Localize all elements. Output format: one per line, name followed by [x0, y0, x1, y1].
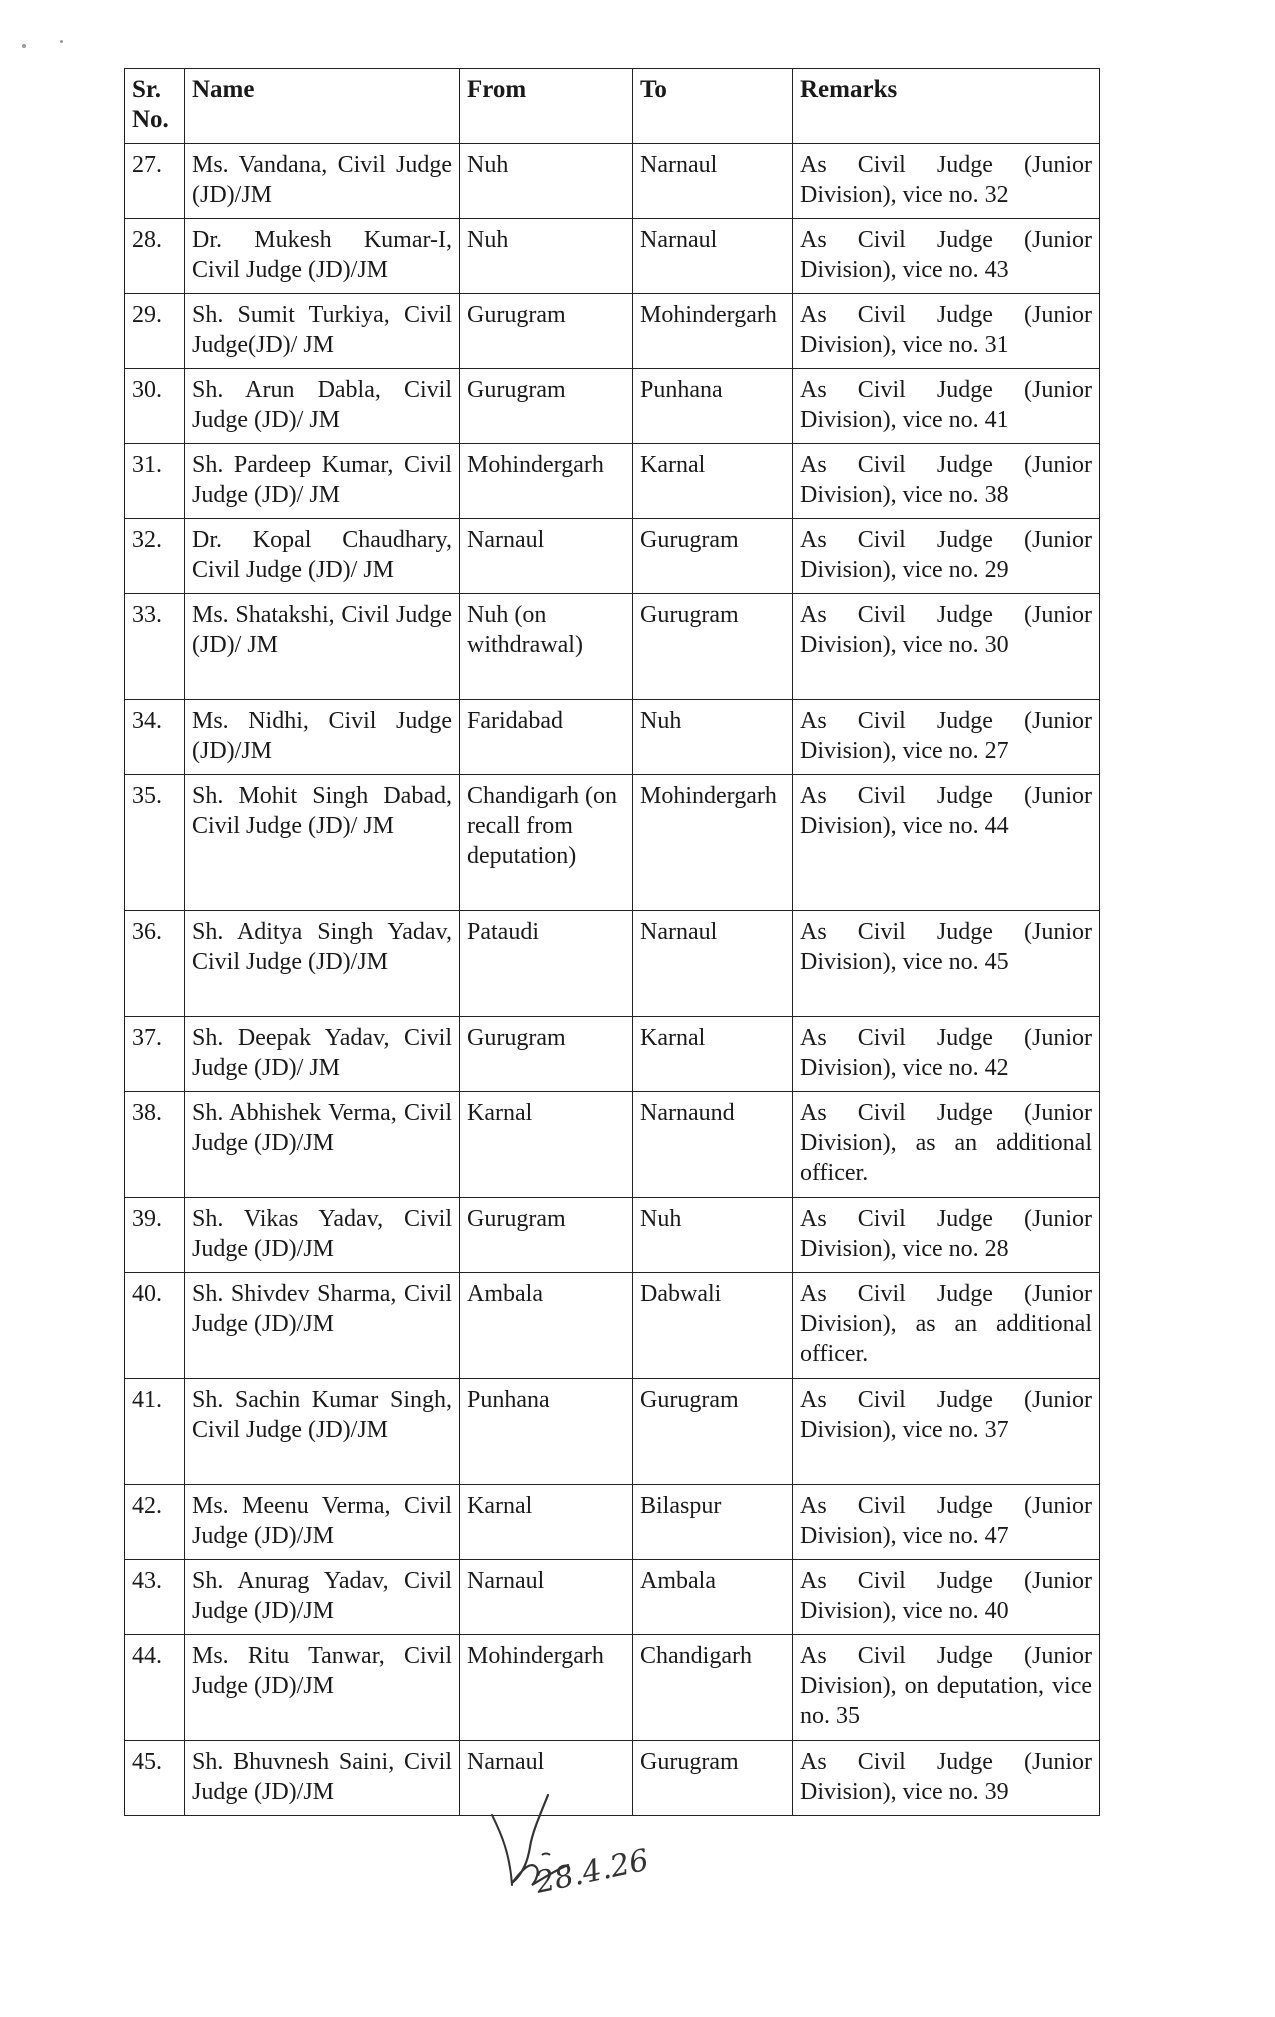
header-from: From: [460, 69, 633, 144]
to-cell: Narnaul: [633, 144, 793, 219]
to-cell: Narnaund: [633, 1092, 793, 1198]
sr-no-cell: 30.: [125, 369, 185, 444]
name-cell: Sh. Anurag Yadav, Civil Judge (JD)/JM: [185, 1560, 460, 1635]
from-cell: Punhana: [460, 1379, 633, 1485]
name-cell: Sh. Arun Dabla, Civil Judge (JD)/ JM: [185, 369, 460, 444]
to-cell: Narnaul: [633, 911, 793, 1017]
remarks-cell: As Civil Judge (Junior Division), vice no. 29: [793, 519, 1100, 594]
remarks-cell: As Civil Judge (Junior Division), vice no. 40: [793, 1560, 1100, 1635]
sr-no-cell: 37.: [125, 1017, 185, 1092]
to-cell: Gurugram: [633, 1741, 793, 1816]
table-row: [125, 775, 1100, 911]
from-cell: Karnal: [460, 1092, 633, 1198]
name-cell: Sh. Mohit Singh Dabad, Civil Judge (JD)/ JM: [185, 775, 460, 911]
scan-speck: [22, 44, 26, 48]
table-row: [125, 1017, 1100, 1092]
to-cell: Nuh: [633, 700, 793, 775]
sr-no-cell: 44.: [125, 1635, 185, 1741]
table-row: [125, 594, 1100, 700]
to-cell: Ambala: [633, 1560, 793, 1635]
from-cell: Gurugram: [460, 1198, 633, 1273]
table-row: [125, 1379, 1100, 1485]
sr-no-cell: 40.: [125, 1273, 185, 1379]
header-to: To: [633, 69, 793, 144]
remarks-cell: As Civil Judge (Junior Division), vice no. 31: [793, 294, 1100, 369]
table-row: [125, 369, 1100, 444]
from-cell: Narnaul: [460, 519, 633, 594]
to-cell: Karnal: [633, 1017, 793, 1092]
name-cell: Dr. Kopal Chaudhary, Civil Judge (JD)/ JM: [185, 519, 460, 594]
from-cell: Nuh (on withdrawal): [460, 594, 633, 700]
name-cell: Sh. Pardeep Kumar, Civil Judge (JD)/ JM: [185, 444, 460, 519]
header-name: Name: [185, 69, 460, 144]
name-cell: Ms. Vandana, Civil Judge (JD)/JM: [185, 144, 460, 219]
from-cell: Mohindergarh: [460, 444, 633, 519]
name-cell: Ms. Shatakshi, Civil Judge (JD)/ JM: [185, 594, 460, 700]
remarks-cell: As Civil Judge (Junior Division), on deputation, vice no. 35: [793, 1635, 1100, 1741]
signature: [480, 1775, 650, 1915]
name-cell: Ms. Nidhi, Civil Judge (JD)/JM: [185, 700, 460, 775]
to-cell: Nuh: [633, 1198, 793, 1273]
signature-scribble: [480, 1775, 650, 1910]
remarks-cell: As Civil Judge (Junior Division), vice no. 41: [793, 369, 1100, 444]
to-cell: Gurugram: [633, 519, 793, 594]
from-cell: Gurugram: [460, 369, 633, 444]
remarks-cell: As Civil Judge (Junior Division), vice no. 43: [793, 219, 1100, 294]
remarks-cell: As Civil Judge (Junior Division), vice no. 32: [793, 144, 1100, 219]
to-cell: Gurugram: [633, 594, 793, 700]
table-row: [125, 519, 1100, 594]
table-row: [125, 911, 1100, 1017]
signature-date: 28.4.26: [532, 1842, 650, 1901]
transfer-table: [124, 68, 1100, 1816]
sr-no-cell: 42.: [125, 1485, 185, 1560]
sr-no-cell: 39.: [125, 1198, 185, 1273]
from-cell: Gurugram: [460, 294, 633, 369]
table-row: [125, 144, 1100, 219]
remarks-cell: As Civil Judge (Junior Division), vice no. 39: [793, 1741, 1100, 1816]
from-cell: Faridabad: [460, 700, 633, 775]
to-cell: Chandigarh: [633, 1635, 793, 1741]
sr-no-cell: 31.: [125, 444, 185, 519]
remarks-cell: As Civil Judge (Junior Division), as an additional officer.: [793, 1273, 1100, 1379]
remarks-cell: As Civil Judge (Junior Division), vice no. 45: [793, 911, 1100, 1017]
header-sr-no: Sr. No.: [125, 69, 185, 144]
name-cell: Sh. Bhuvnesh Saini, Civil Judge (JD)/JM: [185, 1741, 460, 1816]
name-cell: Sh. Deepak Yadav, Civil Judge (JD)/ JM: [185, 1017, 460, 1092]
name-cell: Ms. Ritu Tanwar, Civil Judge (JD)/JM: [185, 1635, 460, 1741]
from-cell: Narnaul: [460, 1741, 633, 1816]
sr-no-cell: 29.: [125, 294, 185, 369]
sr-no-cell: 34.: [125, 700, 185, 775]
sr-no-cell: 45.: [125, 1741, 185, 1816]
sr-no-cell: 41.: [125, 1379, 185, 1485]
remarks-cell: As Civil Judge (Junior Division), vice no. 28: [793, 1198, 1100, 1273]
to-cell: Bilaspur: [633, 1485, 793, 1560]
name-cell: Sh. Sachin Kumar Singh, Civil Judge (JD)/JM: [185, 1379, 460, 1485]
to-cell: Gurugram: [633, 1379, 793, 1485]
from-cell: Karnal: [460, 1485, 633, 1560]
to-cell: Punhana: [633, 369, 793, 444]
sr-no-cell: 28.: [125, 219, 185, 294]
table-row: [125, 1485, 1100, 1560]
scan-speck: [60, 40, 63, 43]
to-cell: Mohindergarh: [633, 775, 793, 911]
to-cell: Karnal: [633, 444, 793, 519]
table-row: [125, 444, 1100, 519]
header-row: [125, 69, 1100, 144]
table-row: [125, 700, 1100, 775]
from-cell: Ambala: [460, 1273, 633, 1379]
from-cell: Pataudi: [460, 911, 633, 1017]
from-cell: Narnaul: [460, 1560, 633, 1635]
to-cell: Narnaul: [633, 219, 793, 294]
sr-no-cell: 35.: [125, 775, 185, 911]
from-cell: Chandigarh (on recall from deputation): [460, 775, 633, 911]
from-cell: Nuh: [460, 219, 633, 294]
remarks-cell: As Civil Judge (Junior Division), vice no. 42: [793, 1017, 1100, 1092]
remarks-cell: As Civil Judge (Junior Division), vice no. 47: [793, 1485, 1100, 1560]
sr-no-cell: 32.: [125, 519, 185, 594]
to-cell: Dabwali: [633, 1273, 793, 1379]
from-cell: Nuh: [460, 144, 633, 219]
remarks-cell: As Civil Judge (Junior Division), vice no. 44: [793, 775, 1100, 911]
table-row: [125, 1092, 1100, 1198]
sr-no-cell: 43.: [125, 1560, 185, 1635]
remarks-cell: As Civil Judge (Junior Division), vice no. 30: [793, 594, 1100, 700]
name-cell: Ms. Meenu Verma, Civil Judge (JD)/JM: [185, 1485, 460, 1560]
name-cell: Sh. Aditya Singh Yadav, Civil Judge (JD)/JM: [185, 911, 460, 1017]
table-row: [125, 1560, 1100, 1635]
table-row: [125, 1198, 1100, 1273]
name-cell: Sh. Shivdev Sharma, Civil Judge (JD)/JM: [185, 1273, 460, 1379]
from-cell: Mohindergarh: [460, 1635, 633, 1741]
table-row: [125, 219, 1100, 294]
sr-no-cell: 27.: [125, 144, 185, 219]
to-cell: Mohindergarh: [633, 294, 793, 369]
name-cell: Sh. Abhishek Verma, Civil Judge (JD)/JM: [185, 1092, 460, 1198]
name-cell: Dr. Mukesh Kumar-I, Civil Judge (JD)/JM: [185, 219, 460, 294]
table-row: [125, 294, 1100, 369]
name-cell: Sh. Sumit Turkiya, Civil Judge(JD)/ JM: [185, 294, 460, 369]
table-row: [125, 1273, 1100, 1379]
remarks-cell: As Civil Judge (Junior Division), as an additional officer.: [793, 1092, 1100, 1198]
remarks-cell: As Civil Judge (Junior Division), vice no. 38: [793, 444, 1100, 519]
sr-no-cell: 33.: [125, 594, 185, 700]
sr-no-cell: 36.: [125, 911, 185, 1017]
remarks-cell: As Civil Judge (Junior Division), vice no. 37: [793, 1379, 1100, 1485]
remarks-cell: As Civil Judge (Junior Division), vice no. 27: [793, 700, 1100, 775]
table-row: [125, 1635, 1100, 1741]
from-cell: Gurugram: [460, 1017, 633, 1092]
name-cell: Sh. Vikas Yadav, Civil Judge (JD)/JM: [185, 1198, 460, 1273]
header-remarks: Remarks: [793, 69, 1100, 144]
sr-no-cell: 38.: [125, 1092, 185, 1198]
